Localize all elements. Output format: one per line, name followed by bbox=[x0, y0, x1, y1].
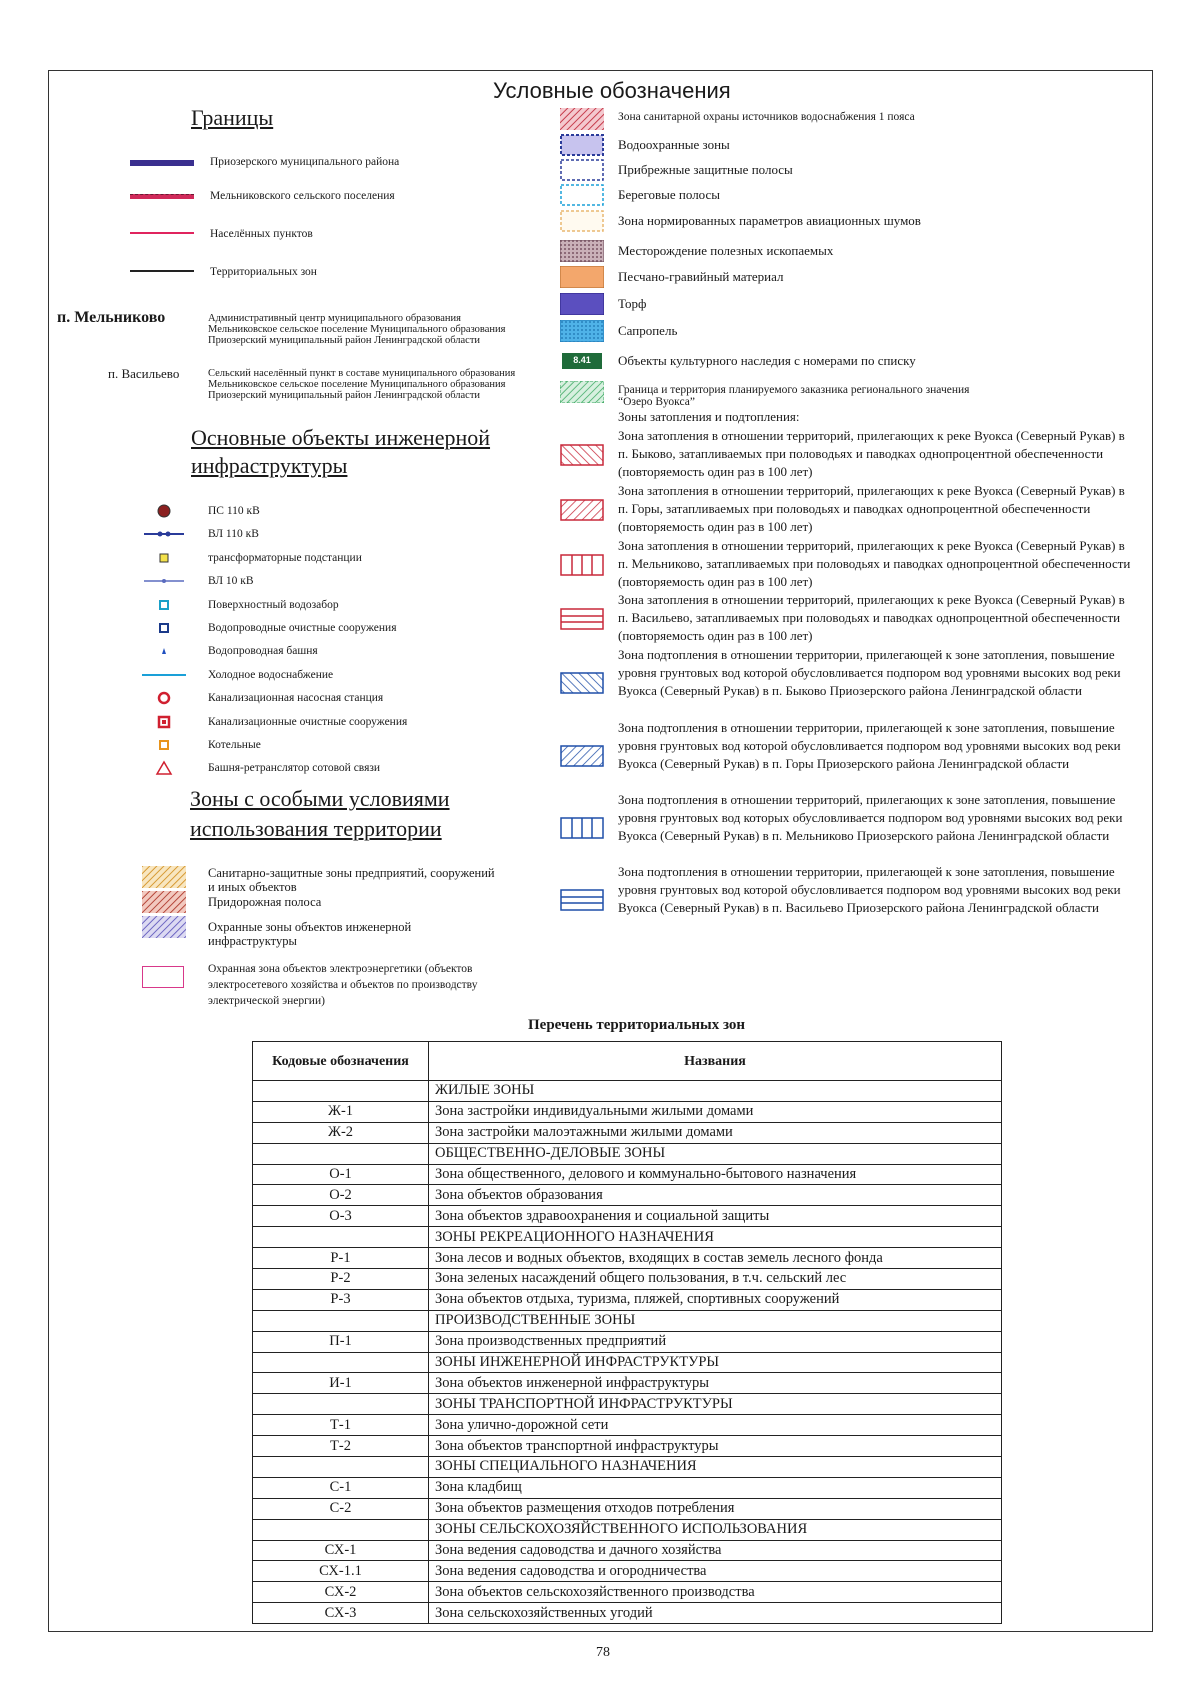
infra-legend-label: Водопроводные очистные сооружения bbox=[208, 622, 397, 634]
peat-swatch-icon bbox=[560, 293, 604, 315]
zone-code-cell: О-1 bbox=[253, 1164, 429, 1185]
flood-zone-gory-swatch-icon bbox=[560, 499, 604, 521]
infra-legend-item bbox=[142, 690, 383, 706]
table-row bbox=[253, 1122, 1002, 1143]
underflood-zone-gory-swatch-icon bbox=[560, 745, 604, 767]
zone-name-cell: Зона сельскохозяйственных угодий bbox=[429, 1603, 1002, 1624]
table-row bbox=[253, 1331, 1002, 1352]
right-legend-label: Прибрежные защитные полосы bbox=[618, 162, 793, 177]
table-row bbox=[253, 1603, 1002, 1624]
zone-name-cell: ЗОНЫ СПЕЦИАЛЬНОГО НАЗНАЧЕНИЯ bbox=[429, 1457, 1002, 1478]
table-group-row bbox=[253, 1394, 1002, 1415]
table-row bbox=[253, 1373, 1002, 1394]
table-row bbox=[253, 1415, 1002, 1436]
flood-legend-label: Зона подтопления в отношении территории, прилегающей к зоне затопления, повышение уровня грунтовых вод которой обусловливается подпором вод уровнями высоких вод реки Вуокса (Северный Рукав) в п. Быково Приозерского района Ленинградской области bbox=[618, 647, 1121, 698]
zone-name-cell: Зона объектов транспортной инфраструктуры bbox=[429, 1436, 1002, 1457]
territorial-zones-table bbox=[252, 1041, 1002, 1624]
boundary-label-locality: Населённых пунктов bbox=[210, 228, 313, 240]
zone-name-cell: ЗОНЫ РЕКРЕАЦИОННОГО НАЗНАЧЕНИЯ bbox=[429, 1227, 1002, 1248]
table-row bbox=[253, 1248, 1002, 1269]
zone-code-cell: Р-2 bbox=[253, 1269, 429, 1290]
powerline-10-icon bbox=[142, 573, 186, 589]
sewage-pump-icon bbox=[142, 690, 186, 706]
infra-legend-item bbox=[142, 714, 407, 730]
infra-legend-item bbox=[142, 620, 397, 636]
zone-code-cell: П-1 bbox=[253, 1331, 429, 1352]
table-group-row bbox=[253, 1310, 1002, 1331]
table-group-row bbox=[253, 1227, 1002, 1248]
zone-code-cell: Т-2 bbox=[253, 1436, 429, 1457]
right-legend-label: Береговые полосы bbox=[618, 187, 721, 202]
zone-code-cell bbox=[253, 1457, 429, 1478]
zone-code-cell bbox=[253, 1227, 429, 1248]
infra-legend-item bbox=[142, 503, 260, 519]
table-row bbox=[253, 1477, 1002, 1498]
flood-legend-label: Зона подтопления в отношении территории, прилегающей к зоне затопления, повышение уровня грунтовых вод которой обусловливается подпором вод уровнями высоких вод реки Вуокса (Северный Рукав) в п. Горы Приозерского района Ленинградской области bbox=[618, 720, 1121, 771]
zone-code-cell bbox=[253, 1519, 429, 1540]
planned-reserve-swatch-icon bbox=[560, 381, 604, 403]
underflood-zone-melnikovo-swatch-icon bbox=[560, 817, 604, 839]
zone-name-cell: Зона улично-дорожной сети bbox=[429, 1415, 1002, 1436]
zone-code-cell: СХ-2 bbox=[253, 1582, 429, 1603]
zone-code-cell bbox=[253, 1394, 429, 1415]
zone-code-cell: СХ-1.1 bbox=[253, 1561, 429, 1582]
infra-legend-label: ВЛ 110 кВ bbox=[208, 528, 259, 541]
zone-name-cell: ЖИЛЫЕ ЗОНЫ bbox=[429, 1081, 1002, 1102]
table-row bbox=[253, 1436, 1002, 1457]
sewage-treatment-icon bbox=[142, 714, 186, 730]
infra-legend-item bbox=[142, 573, 254, 589]
flood-zone-melnikovo-swatch-icon bbox=[560, 554, 604, 576]
transformer-icon bbox=[142, 550, 186, 566]
infra-legend-label: Котельные bbox=[208, 739, 261, 751]
flood-legend-label: Зона затопления в отношении территорий, прилегающих к реке Вуокса (Северный Рукав) в п. Мельниково, затапливаемых при половодьях и паводках однопроцентной обеспеченности (повторяемость один раз в 100 лет) bbox=[618, 538, 1131, 589]
substation-icon bbox=[142, 503, 186, 519]
table-row bbox=[253, 1269, 1002, 1290]
shore-strip-swatch-icon bbox=[560, 184, 604, 206]
zone-name-cell: Зона ведения садоводства и дачного хозяйства bbox=[429, 1540, 1002, 1561]
underflood-zone-vasilevo-swatch-icon bbox=[560, 889, 604, 911]
mineral-deposit-swatch-icon bbox=[560, 240, 604, 262]
flood-legend-label: Зона затопления в отношении территорий, прилегающих к реке Вуокса (Северный Рукав) в п. Васильево, затапливаемых при половодьях и паводках однопроцентной обеспеченности (повторяемость один раз в 100 лет) bbox=[618, 592, 1125, 643]
zone-code-cell: Ж-1 bbox=[253, 1101, 429, 1122]
zone-name-cell: ОБЩЕСТВЕННО-ДЕЛОВЫЕ ЗОНЫ bbox=[429, 1143, 1002, 1164]
special-label-power: Охранная зона объектов электроэнергетики (объектов электросетевого хозяйства и объектов по производству электрической энергии) bbox=[208, 963, 478, 1007]
right-legend-label: Зона санитарной охраны источников водоснабжения 1 пояса bbox=[618, 111, 915, 123]
zone-code-cell: Т-1 bbox=[253, 1415, 429, 1436]
aviation-noise-zone-swatch-icon bbox=[560, 210, 604, 232]
zone-code-cell: Ж-2 bbox=[253, 1122, 429, 1143]
right-legend-label: Сапропель bbox=[618, 323, 678, 338]
sand-gravel-swatch-icon bbox=[560, 266, 604, 288]
infra-legend-label: Башня-ретранслятор сотовой связи bbox=[208, 762, 381, 775]
zone-code-cell: С-1 bbox=[253, 1477, 429, 1498]
legend-title: Условные обозначения bbox=[493, 78, 731, 103]
boundary-label-settlement: Мельниковского сельского поселения bbox=[210, 190, 395, 202]
zone-name-cell: Зона лесов и водных объектов, входящих в состав земель лесного фонда bbox=[429, 1248, 1002, 1269]
col-name-header: Названия bbox=[429, 1042, 1002, 1081]
zone-name-cell: Зона производственных предприятий bbox=[429, 1331, 1002, 1352]
right-legend-label: Граница и территория планируемого заказника регионального значения “Озеро Вуокса” bbox=[618, 384, 970, 408]
underflood-zone-bykovo-swatch-icon bbox=[560, 672, 604, 694]
infra-legend-label: ПС 110 кВ bbox=[208, 505, 260, 517]
flood-legend-label: Зона подтопления в отношении территорий, прилегающих к зоне затопления, повышение уровня грунтовых вод которых обусловливается подпором вод уровнями высоких вод реки Вуокса (Северный Рукав) в п. Мельниково Приозерского района Ленинградской области bbox=[618, 792, 1123, 843]
special-heading-line1: Зоны с особыми условиями bbox=[190, 786, 450, 811]
infra-legend-item bbox=[142, 760, 380, 776]
zone-code-cell: СХ-1 bbox=[253, 1540, 429, 1561]
sanitary-protection-swatch-icon bbox=[560, 108, 604, 130]
flood-zone-bykovo-swatch-icon bbox=[560, 444, 604, 466]
boundary-label-zone: Территориальных зон bbox=[210, 266, 317, 278]
table-row bbox=[253, 1289, 1002, 1310]
power-protection-swatch-icon bbox=[142, 966, 184, 988]
boundary-label-district: Приозерского муниципального района bbox=[210, 156, 400, 168]
table-row bbox=[253, 1185, 1002, 1206]
zone-name-cell: ЗОНЫ ТРАНСПОРТНОЙ ИНФРАСТРУКТУРЫ bbox=[429, 1394, 1002, 1415]
settlement-desc-vasilevo: Сельский населённый пункт в составе муниципального образования Мельниковское сельское поселение Муниципального образования Приозерский муниципальный район Ленинградской области bbox=[208, 368, 516, 401]
right-legend-label: Торф bbox=[618, 296, 647, 311]
right-legend-label: Месторождение полезных ископаемых bbox=[618, 243, 834, 258]
zone-code-cell: Р-3 bbox=[253, 1289, 429, 1310]
table-group-row bbox=[253, 1352, 1002, 1373]
flood-legend-label: Зона подтопления в отношении территории, прилегающей к зоне затопления, повышение уровня грунтовых вод которой обусловливается подпором вод уровнями высоких вод реки Вуокса (Северный Рукав) в п. Васильево Приозерского района Ленинградской области bbox=[618, 864, 1121, 915]
special-label-sanitary: Санитарно-защитные зоны предприятий, сооружений и иных объектов bbox=[208, 866, 495, 894]
special-label-engineering: Охранные зоны объектов инженерной инфраструктуры bbox=[208, 920, 412, 948]
zone-code-cell: СХ-3 bbox=[253, 1603, 429, 1624]
infra-legend-label: Поверхностный водозабор bbox=[208, 598, 339, 611]
infra-legend-label: Канализационные очистные сооружения bbox=[208, 715, 408, 728]
page-number: 78 bbox=[596, 1645, 610, 1660]
settlement-boundary-line-icon bbox=[130, 194, 194, 199]
infra-legend-label: Холодное водоснабжение bbox=[208, 668, 334, 681]
infra-legend-item bbox=[142, 526, 259, 542]
right-legend-label: Водоохранные зоны bbox=[618, 137, 730, 152]
zone-name-cell: Зона общественного, делового и коммунально-бытового назначения bbox=[429, 1164, 1002, 1185]
infra-legend-item bbox=[142, 550, 362, 566]
settlement-name-vasilevo: п. Васильево bbox=[108, 366, 180, 381]
zone-name-cell: Зона ведения садоводства и огородничества bbox=[429, 1561, 1002, 1582]
heritage-badge-number: 8.41 bbox=[573, 355, 591, 365]
table-row bbox=[253, 1540, 1002, 1561]
infra-heading-line2: инфраструктуры bbox=[191, 453, 348, 478]
table-row bbox=[253, 1582, 1002, 1603]
infra-legend-label: ВЛ 10 кВ bbox=[208, 575, 254, 588]
flood-legend-label: Зона затопления в отношении территорий, прилегающих к реке Вуокса (Северный Рукав) в п. Горы, затапливаемых при половодьях и паводках однопроцентной обеспеченности (повторяемость один раз в 100 лет) bbox=[618, 483, 1125, 534]
water-intake-icon bbox=[142, 597, 186, 613]
infra-legend-item bbox=[142, 737, 261, 753]
right-legend-label: Объекты культурного наследия с номерами по списку bbox=[618, 353, 916, 368]
zone-code-cell: И-1 bbox=[253, 1373, 429, 1394]
zone-name-cell: Зона объектов размещения отходов потребления bbox=[429, 1498, 1002, 1519]
flood-zone-vasilevo-swatch-icon bbox=[560, 608, 604, 630]
zone-name-cell: Зона объектов здравоохранения и социальной защиты bbox=[429, 1206, 1002, 1227]
zone-code-cell: Р-1 bbox=[253, 1248, 429, 1269]
zone-code-cell: С-2 bbox=[253, 1498, 429, 1519]
special-heading-line2: использования территории bbox=[190, 816, 442, 841]
water-protection-zone-swatch-icon bbox=[560, 134, 604, 156]
flood-heading: Зоны затопления и подтопления: bbox=[618, 409, 800, 424]
zone-name-cell: Зона объектов образования bbox=[429, 1185, 1002, 1206]
table-group-row bbox=[253, 1143, 1002, 1164]
table-row bbox=[253, 1498, 1002, 1519]
flood-legend-label: Зона затопления в отношении территорий, прилегающих к реке Вуокса (Северный Рукав) в п. Быково, затапливаемых при половодьях и паводках однопроцентной обеспеченности (повторяемость один раз в 100 лет) bbox=[618, 428, 1125, 479]
zone-name-cell: Зона объектов инженерной инфраструктуры bbox=[429, 1373, 1002, 1394]
zone-code-cell: О-3 bbox=[253, 1206, 429, 1227]
zone-code-cell bbox=[253, 1352, 429, 1373]
infra-legend-item bbox=[142, 643, 318, 659]
zone-code-cell: О-2 bbox=[253, 1185, 429, 1206]
infra-heading-line1: Основные объекты инженерной bbox=[191, 425, 491, 450]
water-supply-line-icon bbox=[142, 667, 186, 683]
sapropel-swatch-icon bbox=[560, 320, 604, 342]
zone-name-cell: Зона кладбищ bbox=[429, 1477, 1002, 1498]
zone-code-cell bbox=[253, 1310, 429, 1331]
cell-tower-icon bbox=[142, 760, 186, 776]
roadside-zone-swatch-icon bbox=[142, 891, 186, 913]
infra-legend-label: Водопроводная башня bbox=[208, 645, 318, 658]
table-row bbox=[253, 1164, 1002, 1185]
district-boundary-line-icon bbox=[130, 160, 194, 166]
water-treatment-icon bbox=[142, 620, 186, 636]
zone-name-cell: ЗОНЫ ИНЖЕНЕРНОЙ ИНФРАСТРУКТУРЫ bbox=[429, 1352, 1002, 1373]
infra-legend-label: Канализационная насосная станция bbox=[208, 692, 384, 705]
right-legend-label: Песчано-гравийный материал bbox=[618, 269, 784, 284]
settlement-name-melnikovo: п. Мельниково bbox=[57, 309, 166, 326]
right-legend-label: Зона нормированных параметров авиационных шумов bbox=[618, 213, 921, 228]
infra-legend-item bbox=[142, 597, 339, 613]
table-row bbox=[253, 1206, 1002, 1227]
boundaries-heading: Границы bbox=[191, 105, 274, 130]
table-group-row bbox=[253, 1081, 1002, 1102]
zone-name-cell: Зона застройки малоэтажными жилыми домами bbox=[429, 1122, 1002, 1143]
table-group-row bbox=[253, 1519, 1002, 1540]
table-group-row bbox=[253, 1457, 1002, 1478]
sanitary-zone-swatch-icon bbox=[142, 866, 186, 888]
zone-name-cell: Зона зеленых насаждений общего пользования, в т.ч. сельский лес bbox=[429, 1269, 1002, 1290]
zone-name-cell: Зона объектов сельскохозяйственного производства bbox=[429, 1582, 1002, 1603]
zone-name-cell: Зона застройки индивидуальными жилыми домами bbox=[429, 1101, 1002, 1122]
zones-table-title: Перечень территориальных зон bbox=[528, 1017, 746, 1033]
water-tower-icon bbox=[142, 643, 186, 659]
infra-legend-label: трансформаторные подстанции bbox=[208, 551, 362, 564]
engineering-protection-swatch-icon bbox=[142, 916, 186, 938]
locality-boundary-line-icon bbox=[130, 232, 194, 234]
zone-name-cell: ЗОНЫ СЕЛЬСКОХОЗЯЙСТВЕННОГО ИСПОЛЬЗОВАНИЯ bbox=[429, 1519, 1002, 1540]
table-row bbox=[253, 1561, 1002, 1582]
zone-name-cell: ПРОИЗВОДСТВЕННЫЕ ЗОНЫ bbox=[429, 1310, 1002, 1331]
zone-code-cell bbox=[253, 1081, 429, 1102]
powerline-110-icon bbox=[142, 526, 186, 542]
col-code-header: Кодовые обозначения bbox=[253, 1042, 429, 1081]
table-header-row bbox=[253, 1042, 1002, 1081]
zone-code-cell bbox=[253, 1143, 429, 1164]
table-row bbox=[253, 1101, 1002, 1122]
special-label-roadside: Придорожная полоса bbox=[208, 895, 322, 909]
zone-boundary-line-icon bbox=[130, 270, 194, 272]
infra-legend-item bbox=[142, 667, 333, 683]
zone-name-cell: Зона объектов отдыха, туризма, пляжей, спортивных сооружений bbox=[429, 1289, 1002, 1310]
boiler-icon bbox=[142, 737, 186, 753]
settlement-desc-melnikovo: Административный центр муниципального образования Мельниковское сельское поселение Муниципального образования Приозерский муниципальный район Ленинградской области bbox=[208, 313, 506, 346]
cultural-heritage-badge-icon bbox=[560, 350, 604, 372]
coastal-protective-strip-swatch-icon bbox=[560, 159, 604, 181]
